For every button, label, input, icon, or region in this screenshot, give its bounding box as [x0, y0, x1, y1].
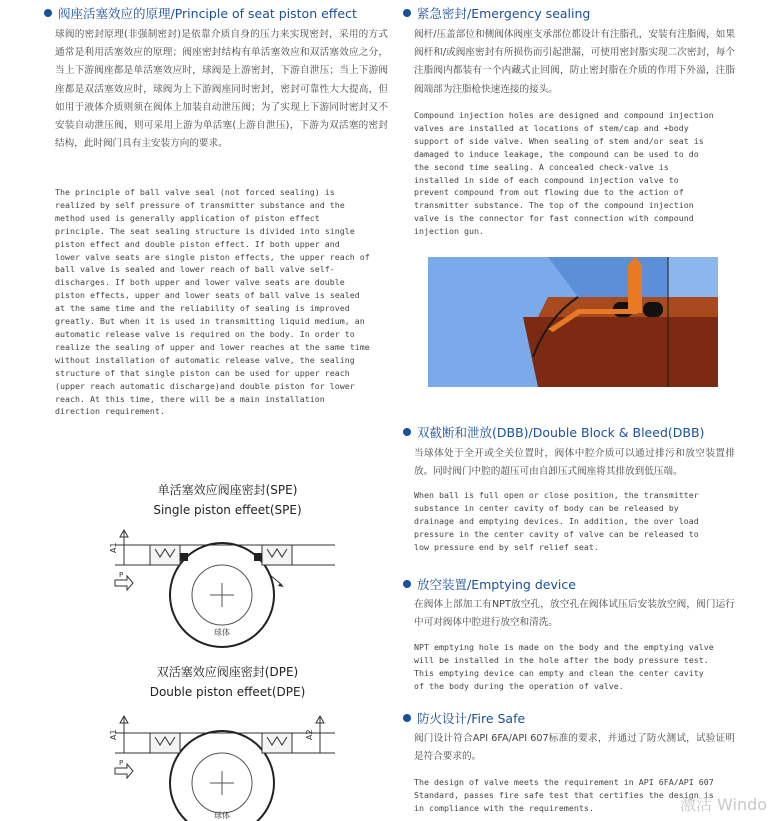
ball-label-dpe: 球体: [214, 811, 230, 820]
a1-label-dpe: A1: [109, 729, 118, 740]
bullet-icon: [403, 9, 411, 17]
heading-fire-safe: 防火设计/Fire Safe: [403, 709, 525, 727]
heading-emergency: 紧急密封/Emergency sealing: [403, 4, 590, 22]
emptying-en-text: NPT emptying hole is made on the body and the emptying valve will be installed in the hole after the body pressure test. This emptying device can empty and clean the center cavity of the body during the operation of valve.: [414, 642, 714, 691]
emptying-zh-text: 在阀体上部加工有NPT放空孔，放空孔在阀体试压后安装放空阀，阀门运行中可对阀体中腔进行放空和清洗。: [414, 599, 735, 629]
fire-en-text: The design of valve meets the requirement in API 6FA/API 607 Standard, passes fire safe test that certifies the design is in compliance with the requirements.: [414, 777, 714, 813]
p-label-dpe: P: [119, 759, 124, 767]
heading-emptying: 放空装置/Emptying device: [403, 575, 576, 593]
dbb-en-text: When ball is full open or close position, the transmitter substance in center cavity of body can be released by drainage and emptying devices. In addition, the over load pressure in the center cavity of valve can be released to low pressure end by self relief seat.: [414, 490, 699, 552]
dbb-zh-text: 当球体处于全开或全关位置时，阀体中腔介质可以通过排污和放空装置排放。同时阀门中腔的超压可由自卸压式阀座将其排放到低压端。: [414, 448, 735, 478]
fire-zh-text: 阀门设计符合API 6FA/API 607标准的要求，并通过了防火测试，试验证明是符合要求的。: [414, 733, 735, 763]
heading-dbb: 双截断和泄放(DBB)/Double Block & Bleed(DBB): [403, 423, 704, 441]
a1-label: A1: [109, 542, 118, 553]
heading-seat-piston: 阀座活塞效应的原理/Principle of seat piston effect: [44, 4, 357, 22]
dpe-caption: 双活塞效应阀座密封(DPE) Double piston effeet(DPE): [149, 665, 306, 699]
seat-piston-en-text: The principle of ball valve seal (not forced sealing) is realized by self pressure of transmitter substance and the method used is generally application of piston effect principle. The seat sealing structure is divided into single piston effect and double piston effect. If both upper and lower valve seats are single piston effects, the upper reach of ball valve is sealed and lower reach of ball valve self- discharges. If both upper and lower valve seats are double piston effects, upper and lower seats of ball valve is sealed at the same time and the reliability of sealing is improved greatly. But when it is used in transmitting liquid medium, an automatic release valve is required on the body. In order to realize the sealing of upper and lower reaches at the same time without installation of automatic release valve, the sealing structure of that single piston can be used for upper reach (upper reach automatic discharge)and double piston for lower reach. At this time, there will be a main installation direction requirement.: [55, 187, 370, 417]
emergency-zh-text: 阀杆/压盖部位和侧阀体阀座支承部位都设计有注脂孔，安装有注脂阀，如果阀杆和/或阀座密封有所损伤而引起泄漏，可使用密封脂实现二次密封，每个注脂阀内都装有一个内藏式止回阀，防止密封脂在介质的作用下外溢，注脂阀端部为注脂枪快速连接的接头。: [414, 29, 735, 95]
emergency-en-text: Compound injection holes are designed and compound injection valves are installed at locations of stem/cap and +body support of side valve. When sealing of stem and/or seat is damaged to induce leakage, the compound can be used to do the second time sealing. A concealed check-valve is installed in side of each compound injection valve to prevent compound from out flowing due to the action of transmitter substance. The top of the compound injection valve is the connector for fast connection with compound injection gun.: [414, 110, 714, 237]
activate-windows-watermark: 激活 Windo: [680, 795, 768, 814]
injection-valve-image: [428, 257, 718, 387]
bullet-icon: [403, 714, 411, 722]
bullet-icon: [403, 428, 411, 436]
dpe-diagram: [110, 708, 340, 821]
p-label: P: [119, 571, 124, 579]
spe-caption: 单活塞效应阀座密封(SPE) Single piston effeet(SPE): [153, 483, 302, 517]
spe-diagram: [110, 525, 340, 645]
bullet-icon: [44, 9, 52, 17]
a2-label: A2: [305, 729, 314, 740]
seat-piston-zh-text: 球阀的密封原理(非强制密封)是依靠介质自身的压力来实现密封，采用的方式通常是利用活塞效应的原理；阀座密封结构有单活塞效应和双活塞效应之分，当上下游阀座都是单活塞效应时，球阀是上游密封，下游自泄压；当上下游阀座都是双活塞效应时，球阀为上下游阀座同时密封，密封可靠性大大提高，但如用于液体介质则须在阀体上加装自动泄压阀；为了实现上下游同时密封又不安装自动泄压阀，则可采用上游为单活塞(上游自泄压)，下游为双活塞的密封结构，此时阀门具有主安装方向的要求。: [55, 29, 388, 150]
ball-label: 球体: [214, 628, 230, 637]
bullet-icon: [403, 580, 411, 588]
